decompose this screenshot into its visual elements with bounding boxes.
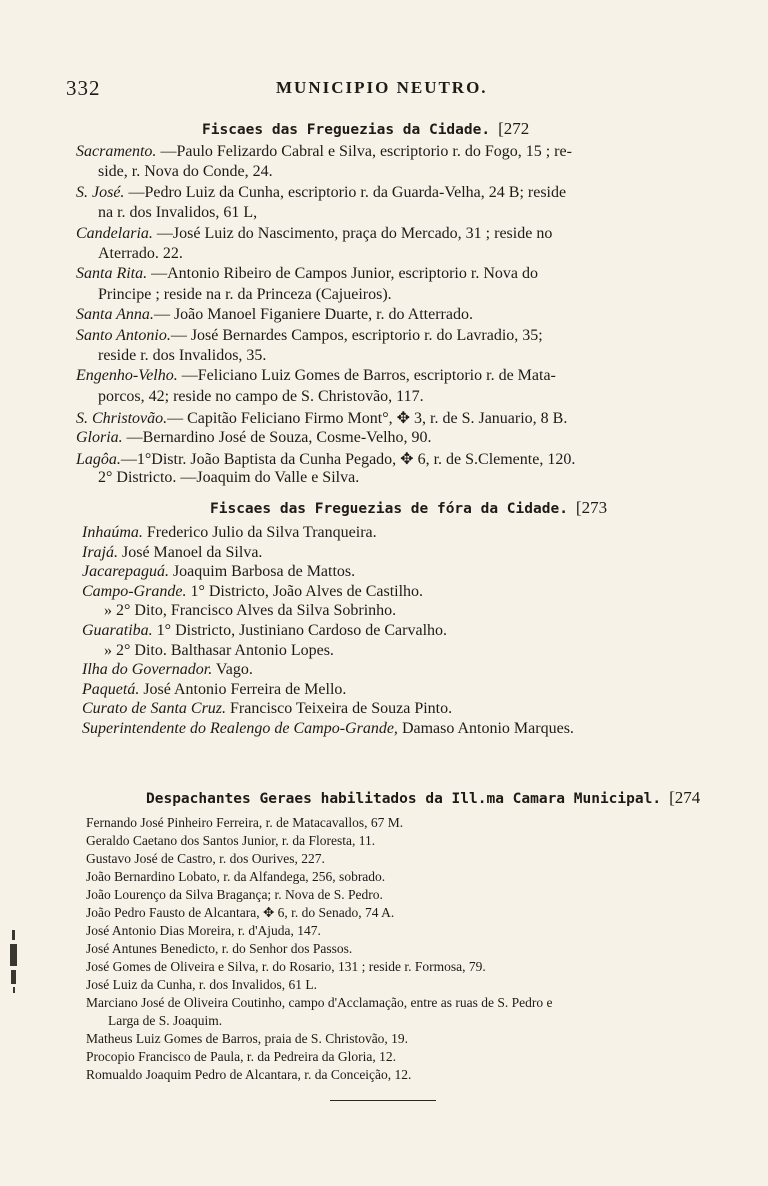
parish-name: Jacarepaguá. [82, 563, 169, 581]
entry-text: » 2° Dito, Francisco Alves da Silva Sobrinho. [104, 602, 397, 620]
entry-text: —Feliciano Luiz Gomes de Barros, escriptorio r. de Mata- [177, 367, 556, 385]
entry-line: José Antonio Dias Moreira, r. d'Ajuda, 147. [86, 923, 321, 938]
entry-line [82, 720, 574, 738]
entry-line: Larga de S. Joaquim. [108, 1013, 223, 1028]
entry-line [76, 449, 575, 469]
entry-line: João Pedro Fausto de Alcantara, ✥ 6, r. do Senado, 74 A. [86, 905, 395, 920]
entry-line: João Bernardino Lobato, r. da Alfandega, 256, sobrado. [86, 869, 386, 884]
closing-rule [330, 1100, 436, 1101]
entry-text: 2° Districto. —Joaquim do Valle e Silva. [98, 469, 360, 487]
section-title: Despachantes Geraes habilitados da Ill.ma Camara Municipal. [146, 791, 662, 807]
section-title: Fiscaes das Freguezias da Cidade. [202, 122, 491, 138]
entry-text: Vago. [212, 661, 253, 679]
entry-line [82, 700, 452, 718]
entry-line [76, 327, 543, 345]
entry-line: João Lourenço da Silva Bragança; r. Nova de S. Pedro. [86, 887, 383, 902]
parish-name: Lagôa. [76, 451, 121, 468]
parish-name: Guaratiba. [82, 622, 153, 639]
entry-line [82, 622, 447, 640]
section-heading-273 [210, 498, 607, 518]
parish-name: Curato de Santa Cruz. [82, 700, 227, 718]
parish-name: Inhaúma. [82, 524, 143, 541]
parish-name: Candelaria. [76, 224, 153, 242]
parish-name: Gloria. [76, 428, 123, 446]
entry-line: Romualdo Joaquim Pedro de Alcantara, r. da Conceição, 12. [86, 1067, 412, 1082]
entry-line [76, 408, 567, 428]
entry-line [76, 225, 552, 243]
entry-text: side, r. Nova do Conde, 24. [98, 163, 273, 181]
entry-text: —1°Distr. João Baptista da Cunha Pegado, ✥ 6, r. de S.Clemente, 120. [120, 451, 576, 468]
section-title: Fiscaes das Freguezias de fóra da Cidade. [210, 501, 568, 517]
entry-text: Francisco Teixeira de Souza Pinto. [226, 700, 453, 718]
entry-text: José Antonio Ferreira de Mello. [139, 680, 347, 698]
entry-text: Joaquim Barbosa de Mattos. [168, 563, 356, 581]
entry-text: —José Luiz do Nascimento, praça do Mercado, 31 ; reside no [152, 224, 553, 242]
parish-name: S. Christovão. [76, 410, 168, 428]
margin-stamp-mark [8, 930, 20, 994]
entry-line: Geraldo Caetano dos Santos Junior, r. da Floresta, 11. [86, 833, 376, 848]
entry-line [82, 583, 423, 601]
page-number: 332 [66, 76, 101, 100]
entry-text: José Manoel da Silva. [118, 543, 263, 561]
section-ref: [273 [575, 498, 608, 517]
section-heading-272 [202, 119, 529, 139]
page-header [66, 76, 692, 100]
entry-line: José Gomes de Oliveira e Silva, r. do Rosario, 131 ; reside r. Formosa, 79. [86, 959, 486, 974]
entry-line [76, 286, 392, 304]
parish-name: Engenho-Velho. [76, 367, 178, 385]
entry-text: Aterrado. 22. [98, 245, 183, 262]
entry-line [82, 544, 262, 562]
parish-name: Sacramento. [76, 143, 157, 160]
entry-text: — Capitão Feliciano Firmo Mont°, ✥ 3, r. de S. Januario, 8 B. [167, 410, 568, 428]
entry-text: Principe ; reside na r. da Princeza (Cajueiros). [98, 285, 392, 303]
entry-line [76, 469, 359, 487]
parish-name: Santo Antonio. [76, 326, 171, 344]
entry-line [82, 563, 355, 581]
entry-text: — José Bernardes Campos, escriptorio r. do Lavradio, 35; [170, 326, 543, 344]
entry-line [76, 184, 566, 202]
entry-line [76, 245, 183, 263]
entry-text: —Pedro Luiz da Cunha, escriptorio r. da Guarda-Velha, 24 B; reside [124, 183, 567, 201]
parish-name: S. José. [76, 183, 125, 201]
entry-line [82, 602, 396, 620]
entry-line [76, 347, 266, 365]
entry-line [76, 265, 538, 283]
entry-text: — João Manoel Figaniere Duarte, r. do Atterrado. [153, 306, 473, 324]
section-ref: [274 [669, 788, 701, 807]
parish-name: Campo-Grande. [82, 582, 187, 600]
entry-text: —Bernardino José de Souza, Cosme-Velho, 90. [122, 428, 432, 446]
parish-name: Santa Anna. [76, 306, 154, 324]
parish-name: Paquetá. [82, 680, 140, 698]
entry-text: —Antonio Ribeiro de Campos Junior, escriptorio r. Nova do [147, 265, 538, 283]
entry-text: 1° Districto, Justiniano Cardoso de Carvalho. [152, 622, 448, 639]
entry-line: Fernando José Pinheiro Ferreira, r. de Matacavallos, 67 M. [86, 815, 404, 830]
entry-line: Procopio Francisco de Paula, r. da Pedreira da Gloria, 12. [86, 1049, 397, 1064]
entry-line: Marciano José de Oliveira Coutinho, campo d'Acclamação, entre as ruas de S. Pedro e [86, 995, 553, 1010]
entry-line [76, 429, 432, 447]
entry-text: reside r. dos Invalidos, 35. [98, 347, 267, 364]
entry-text: » 2° Dito. Balthasar Antonio Lopes. [104, 641, 334, 659]
entry-text: —Paulo Felizardo Cabral e Silva, escriptorio r. do Fogo, 15 ; re- [156, 143, 572, 160]
parish-name: Superintendente do Realengo de Campo-Grande, [82, 720, 398, 737]
entry-line [82, 661, 253, 679]
entry-line [82, 524, 377, 542]
entry-line: Matheus Luiz Gomes de Barros, praia de S. Christovão, 19. [86, 1031, 409, 1046]
entry-text: Damaso Antonio Marques. [397, 720, 574, 737]
entry-text: 1° Districto, João Alves de Castilho. [186, 582, 424, 600]
section-ref: [272 [498, 119, 530, 138]
entry-line: José Luiz da Cunha, r. dos Invalidos, 61 L. [86, 977, 317, 992]
entry-line [76, 306, 473, 324]
entry-line: José Antunes Benedicto, r. do Senhor dos Passos. [86, 941, 353, 956]
entry-text: porcos, 42; reside no campo de S. Christovão, 117. [98, 387, 424, 405]
entry-text: Frederico Julio da Silva Tranqueira. [142, 524, 377, 541]
parish-name: Ilha do Governador. [82, 661, 213, 679]
parish-name: Irajá. [82, 543, 118, 561]
entry-line [76, 204, 257, 222]
entry-line [76, 367, 556, 385]
entry-line [82, 642, 334, 660]
section-heading-274 [146, 788, 700, 808]
entry-line: Gustavo José de Castro, r. dos Ourives, 227. [86, 851, 325, 866]
entry-line [76, 388, 424, 406]
entry-line [76, 143, 572, 161]
parish-name: Santa Rita. [76, 265, 148, 283]
entry-line [82, 681, 346, 699]
running-title: MUNICIPIO NEUTRO. [276, 78, 488, 97]
entry-text: na r. dos Invalidos, 61 L, [98, 204, 258, 222]
entry-line [76, 163, 273, 181]
